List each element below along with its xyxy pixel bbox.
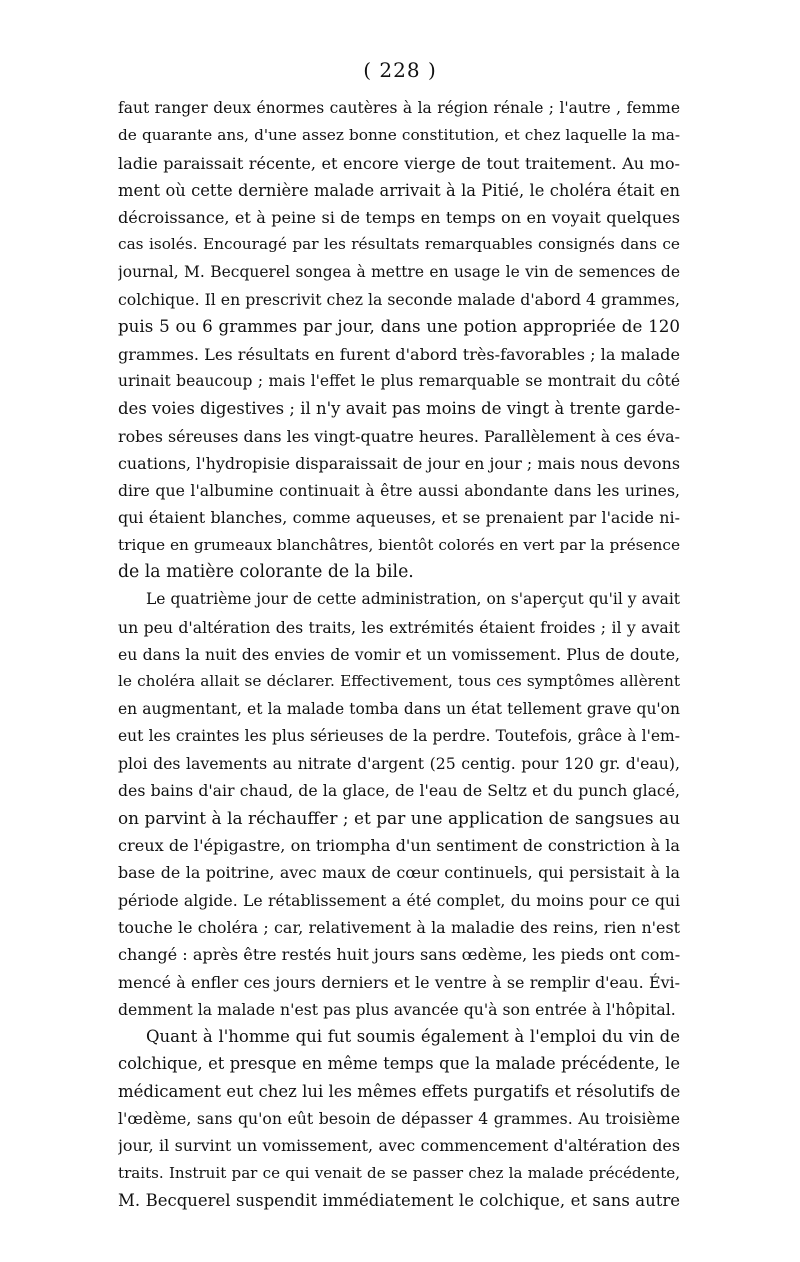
text-line: dire que l'albumine continuait à être aussi abondante dans les urines, [118,481,680,501]
text-line: en augmentant, et la malade tomba dans un état tellement grave qu'on [118,699,680,718]
text-line: urinait beaucoup ; mais l'effet le plus remarquable se montrait du côté [118,371,680,390]
text-line: Le quatrième jour de cette administration, on s'aperçut qu'il y avait [146,590,680,609]
text-line: cuations, l'hydropisie disparaissait de jour en jour ; mais nous devons [118,453,680,473]
text-line: changé : après être restés huit jours sans œdème, les pieds ont com- [118,945,680,965]
text-line: le choléra allait se déclarer. Effectivement, tous ces symptômes allèrent [118,672,680,691]
text-line: faut ranger deux énormes cautères à la région rénale ; l'autre , femme [118,99,680,117]
text-line: jour, il survint un vomissement, avec commencement d'altération des [118,1136,680,1156]
text-line: de quarante ans, d'une assez bonne constitution, et chez laquelle la ma- [118,126,680,145]
text-line: journal, M. Becquerel songea à mettre en usage le vin de semences de [118,262,680,281]
text-line: période algide. Le rétablissement a été complet, du moins pour ce qui [118,890,680,910]
text-line: M. Becquerel suspendit immédiatement le colchique, et sans autre [118,1190,680,1210]
text-line: mencé à enfler ces jours derniers et le ventre à se remplir d'eau. Évi- [118,972,680,992]
text-line: trique en grumeaux blanchâtres, bientôt colorés en vert par la présence [118,535,680,554]
text-line: colchique, et presque en même temps que la malade précédente, le [118,1054,680,1074]
text-line: décroissance, et à peine si de temps en temps on en voyait quelques [118,208,680,228]
text-line: ment où cette dernière malade arrivait à la Pitié, le choléra était en [118,180,680,200]
text-line: des voies digestives ; il n'y avait pas moins de vingt à trente garde- [118,399,680,419]
text-line: creux de l'épigastre, on triompha d'un sentiment de constriction à la [118,836,680,856]
text-line: Quant à l'homme qui fut soumis également à l'emploi du vin de [146,1027,680,1047]
text-line: traits. Instruit par ce qui venait de se passer chez la malade précédente, [118,1163,680,1182]
text-line: ladie paraissait récente, et encore vierge de tout traitement. Au mo- [118,153,680,173]
text-line: robes séreuses dans les vingt-quatre heures. Parallèlement à ces éva- [118,426,680,446]
text-line: colchique. Il en prescrivit chez la seconde malade d'abord 4 grammes, [118,290,680,310]
page-number: ( 228 ) [363,58,437,82]
text-line: eut les craintes les plus sérieuses de la perdre. Toutefois, grâce à l'em- [118,726,680,745]
text-line: médicament eut chez lui les mêmes effets purgatifs et résolutifs de [118,1081,680,1101]
text-line: l'œdème, sans qu'on eût besoin de dépasser 4 grammes. Au troisième [118,1108,680,1128]
text-line: un peu d'altération des traits, les extrémités étaient froides ; il y avait [118,617,680,637]
text-line: grammes. Les résultats en furent d'abord très-favorables ; la malade [118,344,680,364]
text-line: eu dans la nuit des envies de vomir et un vomissement. Plus de doute, [118,644,680,664]
text-line: puis 5 ou 6 grammes par jour, dans une potion appropriée de 120 [118,316,680,337]
text-line: on parvint à la réchauffer ; et par une application de sangsues au [118,807,680,828]
text-line: cas isolés. Encouragé par les résultats remarquables consignés dans ce [118,235,680,254]
text-line: touche le choléra ; car, relativement à la maladie des reins, rien n'est [118,917,680,937]
text-line: base de la poitrine, avec maux de cœur continuels, qui persistait à la [118,863,680,883]
text-line: ploi des lavements au nitrate d'argent (25 centig. pour 120 gr. d'eau), [118,754,680,774]
text-line: de la matière colorante de la bile. [118,562,414,583]
body-text [118,95,680,1214]
text-line: qui étaient blanches, comme aqueuses, et se prenaient par l'acide ni- [118,508,680,528]
text-line: des bains d'air chaud, de la glace, de l'eau de Seltz et du punch glacé, [118,781,680,801]
text-line: demment la malade n'est pas plus avancée qu'à son entrée à l'hôpital. [118,999,676,1019]
